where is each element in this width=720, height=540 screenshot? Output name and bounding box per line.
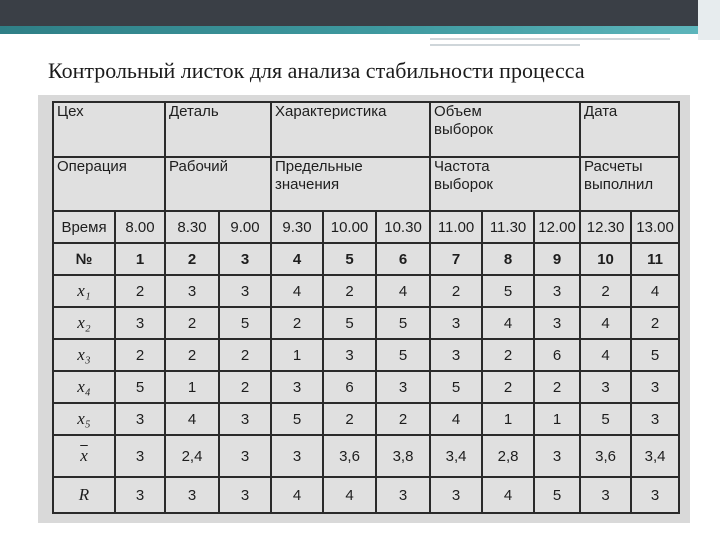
slide-corner-decoration [698, 0, 720, 40]
value-cell: 1 [482, 403, 534, 435]
value-cell: 3,4 [430, 435, 482, 477]
value-cell: 5 [376, 339, 430, 371]
row-x5 [53, 403, 679, 435]
value-cell: 3 [631, 403, 679, 435]
value-cell: 2 [580, 275, 631, 307]
value-cell: 3 [580, 477, 631, 513]
header-date: Дата [580, 102, 679, 157]
value-cell: 5 [534, 477, 580, 513]
value-cell: 2 [534, 371, 580, 403]
row-label-text: x₅ [77, 409, 91, 428]
sample-number: 2 [165, 243, 219, 275]
value-cell: 6 [534, 339, 580, 371]
value-cell: 2 [115, 339, 165, 371]
value-cell: 5 [580, 403, 631, 435]
sample-number: 3 [219, 243, 271, 275]
value-cell: 4 [430, 403, 482, 435]
value-cell: 4 [631, 275, 679, 307]
row-label [53, 435, 115, 477]
value-cell: 1 [534, 403, 580, 435]
time-cell: 12.30 [580, 211, 631, 243]
row-x1 [53, 275, 679, 307]
number-label: № [53, 243, 115, 275]
time-row [53, 211, 679, 243]
value-cell: 3 [115, 403, 165, 435]
value-cell: 4 [482, 477, 534, 513]
value-cell: 4 [376, 275, 430, 307]
value-cell: 3,4 [631, 435, 679, 477]
value-cell: 4 [165, 403, 219, 435]
value-cell: 2 [271, 307, 323, 339]
value-cell: 3 [165, 477, 219, 513]
value-cell: 2 [430, 275, 482, 307]
value-cell: 3 [271, 371, 323, 403]
sample-number: 10 [580, 243, 631, 275]
row-mean [53, 435, 679, 477]
time-cell: 12.00 [534, 211, 580, 243]
header-operation: Операция [53, 157, 165, 211]
value-cell: 2 [482, 339, 534, 371]
value-cell: 3 [631, 371, 679, 403]
sample-number: 4 [271, 243, 323, 275]
sample-number: 1 [115, 243, 165, 275]
value-cell: 3 [219, 477, 271, 513]
value-cell: 5 [271, 403, 323, 435]
value-cell: 3 [430, 477, 482, 513]
value-cell: 3,6 [323, 435, 376, 477]
time-cell: 9.00 [219, 211, 271, 243]
value-cell: 3 [271, 435, 323, 477]
value-cell: 3 [430, 307, 482, 339]
value-cell: 3 [631, 477, 679, 513]
row-range [53, 477, 679, 513]
value-cell: 3 [115, 307, 165, 339]
time-cell: 9.30 [271, 211, 323, 243]
value-cell: 3 [323, 339, 376, 371]
value-cell: 6 [323, 371, 376, 403]
value-cell: 4 [580, 339, 631, 371]
value-cell: 2 [323, 403, 376, 435]
value-cell: 3 [534, 307, 580, 339]
time-cell: 8.30 [165, 211, 219, 243]
row-label-text: x₃ [77, 345, 91, 364]
value-cell: 4 [482, 307, 534, 339]
value-cell: 4 [580, 307, 631, 339]
value-cell: 5 [631, 339, 679, 371]
value-cell: 4 [323, 477, 376, 513]
value-cell: 2 [631, 307, 679, 339]
value-cell: 3 [115, 435, 165, 477]
header-row-1 [53, 102, 679, 157]
header-characteristic: Характеристика [271, 102, 430, 157]
header-workshop: Цех [53, 102, 165, 157]
row-label [53, 403, 115, 435]
value-cell: 5 [376, 307, 430, 339]
value-cell: 2,8 [482, 435, 534, 477]
row-label [53, 477, 115, 513]
value-cell: 3 [376, 477, 430, 513]
control-sheet-table [52, 101, 680, 514]
decorative-line [430, 44, 580, 46]
value-cell: 3 [580, 371, 631, 403]
time-cell: 13.00 [631, 211, 679, 243]
header-limit-values: Предельные значения [271, 157, 430, 211]
slide-top-bar [0, 0, 720, 26]
time-label: Время [53, 211, 115, 243]
value-cell: 3 [165, 275, 219, 307]
number-row [53, 243, 679, 275]
decorative-line [430, 38, 670, 40]
time-cell: 10.00 [323, 211, 376, 243]
row-label-text: $\overline{x}$ [80, 446, 88, 465]
sample-number: 6 [376, 243, 430, 275]
header-part: Деталь [165, 102, 271, 157]
value-cell: 3 [534, 435, 580, 477]
value-cell: 3 [219, 275, 271, 307]
row-label [53, 307, 115, 339]
sample-number: 11 [631, 243, 679, 275]
value-cell: 2 [219, 371, 271, 403]
value-cell: 3 [376, 371, 430, 403]
row-label-text: x₁ [77, 281, 91, 300]
row-x2 [53, 307, 679, 339]
value-cell: 3 [115, 477, 165, 513]
row-label [53, 371, 115, 403]
sample-number: 9 [534, 243, 580, 275]
value-cell: 5 [482, 275, 534, 307]
row-x4 [53, 371, 679, 403]
value-cell: 5 [115, 371, 165, 403]
row-label-text: x₂ [77, 313, 91, 332]
value-cell: 3,6 [580, 435, 631, 477]
header-worker: Рабочий [165, 157, 271, 211]
header-calculated-by: Расчеты выполнил [580, 157, 679, 211]
row-label [53, 275, 115, 307]
value-cell: 2 [165, 339, 219, 371]
value-cell: 5 [219, 307, 271, 339]
row-label-text: x₄ [77, 377, 91, 396]
value-cell: 2 [165, 307, 219, 339]
value-cell: 2,4 [165, 435, 219, 477]
value-cell: 2 [482, 371, 534, 403]
sample-number: 7 [430, 243, 482, 275]
row-label [53, 339, 115, 371]
time-cell: 11.00 [430, 211, 482, 243]
row-x3 [53, 339, 679, 371]
slide-accent-band [0, 26, 720, 34]
sample-number: 5 [323, 243, 376, 275]
header-row-2 [53, 157, 679, 211]
time-cell: 11.30 [482, 211, 534, 243]
value-cell: 3 [430, 339, 482, 371]
value-cell: 5 [323, 307, 376, 339]
header-sample-frequency: Частота выборок [430, 157, 580, 211]
row-label-text: R [78, 485, 90, 504]
measurement-rows [53, 275, 679, 513]
value-cell: 3 [534, 275, 580, 307]
value-cell: 2 [219, 339, 271, 371]
value-cell: 5 [430, 371, 482, 403]
value-cell: 2 [323, 275, 376, 307]
value-cell: 3,8 [376, 435, 430, 477]
sample-number: 8 [482, 243, 534, 275]
value-cell: 3 [219, 435, 271, 477]
value-cell: 1 [165, 371, 219, 403]
header-sample-size: Объем выборок [430, 102, 580, 157]
time-cell: 8.00 [115, 211, 165, 243]
time-cell: 10.30 [376, 211, 430, 243]
value-cell: 4 [271, 275, 323, 307]
value-cell: 1 [271, 339, 323, 371]
value-cell: 2 [376, 403, 430, 435]
slide-title: Контрольный листок для анализа стабильности процесса [48, 58, 585, 83]
value-cell: 2 [115, 275, 165, 307]
value-cell: 3 [219, 403, 271, 435]
value-cell: 4 [271, 477, 323, 513]
